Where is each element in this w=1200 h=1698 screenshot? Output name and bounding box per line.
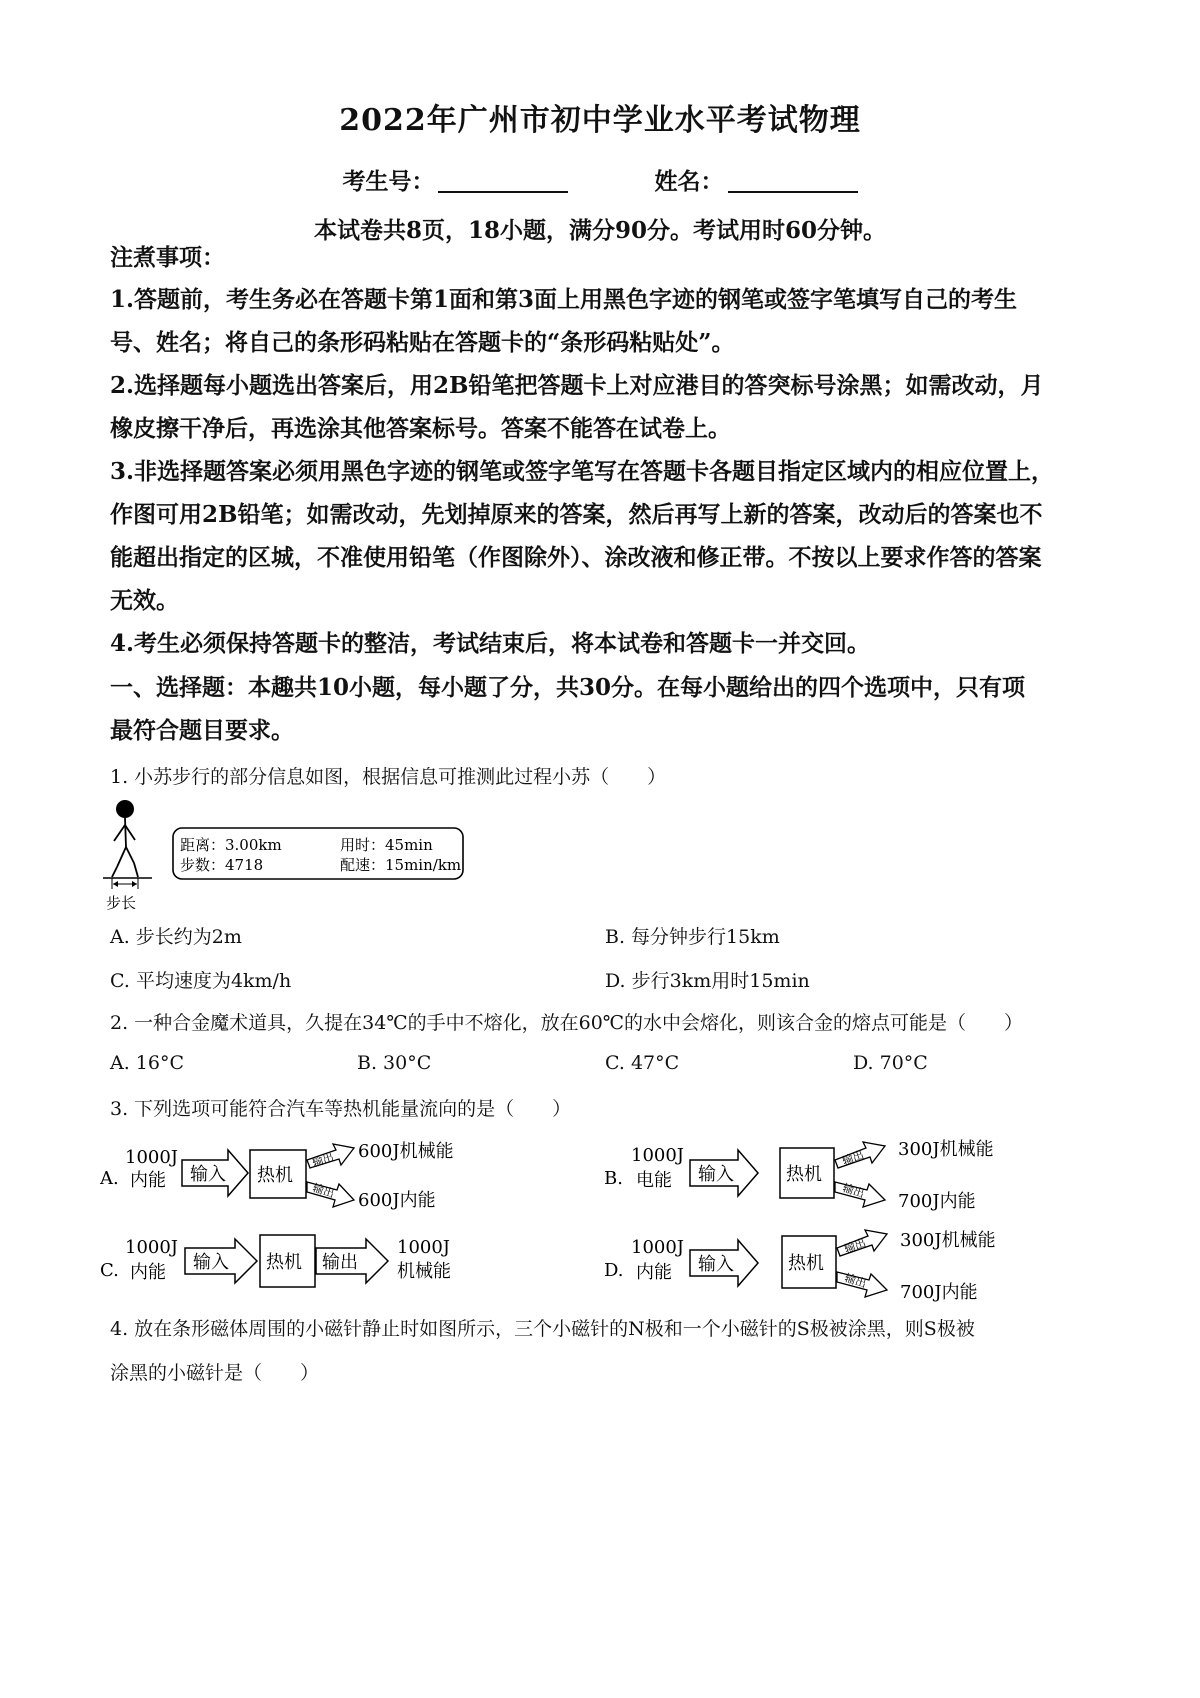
q3-d-source-amount: 1000J bbox=[631, 1237, 685, 1258]
step-length-label: 步长 bbox=[106, 894, 137, 912]
notice-line: 2.选择题每小题选出答案后，用2B铅笔把答题卡上对应港目的答突标号涂黑；如需改动，月 bbox=[110, 372, 1044, 399]
q3-b-output-1: 300J机械能 bbox=[898, 1139, 994, 1160]
q3-a-output-1: 600J机械能 bbox=[358, 1141, 454, 1162]
notice-heading: 注煮事项： bbox=[110, 244, 225, 271]
notice-line: 无效。 bbox=[110, 587, 179, 614]
candidate-number-blank bbox=[438, 167, 568, 193]
time-text: 用时：45min bbox=[340, 836, 433, 854]
output-label: 输出 bbox=[310, 1181, 336, 1201]
q3-diagram-b bbox=[600, 1120, 1030, 1220]
q3-a-output-2: 600J内能 bbox=[358, 1190, 436, 1211]
walker-body-icon bbox=[112, 818, 138, 877]
q1-option-d: D. 步行3km用时15min bbox=[605, 970, 810, 992]
output-label: 输出 bbox=[840, 1181, 866, 1201]
engine-label: 热机 bbox=[786, 1164, 822, 1185]
distance-text: 距离：3.00km bbox=[180, 836, 282, 854]
input-label: 输入 bbox=[698, 1164, 734, 1185]
output-label: 输出 bbox=[840, 1148, 866, 1168]
q1-option-a: A. 步长约为2m bbox=[110, 926, 242, 948]
q1-option-b: B. 每分钟步行15km bbox=[605, 926, 780, 948]
page-title: 2022年广州市初中学业水平考试物理 bbox=[339, 103, 861, 138]
input-label: 输入 bbox=[193, 1252, 229, 1273]
q3-b-source-type: 电能 bbox=[636, 1170, 672, 1191]
q3-diagram-a bbox=[100, 1120, 530, 1220]
q3-a-source-amount: 1000J bbox=[125, 1147, 179, 1168]
notice-line: 橡皮擦干净后，再选涂其他答案标号。答案不能答在试卷上。 bbox=[110, 415, 731, 442]
q2-option-c: C. 47°C bbox=[605, 1052, 680, 1074]
output-label: 输出 bbox=[842, 1236, 868, 1256]
q3-c-output-1: 1000J bbox=[397, 1237, 451, 1258]
section-heading: 最符合题目要求。 bbox=[110, 717, 294, 744]
q3-a-source-type: 内能 bbox=[130, 1170, 166, 1191]
engine-label: 热机 bbox=[266, 1252, 302, 1273]
exam-intro: 本试卷共8页，18小题，满分90分。考试用时60分钟。 bbox=[313, 217, 887, 244]
section-heading: 一、选择题：本趣共10小题，每小题了分，共30分。在每小题给出的四个选项中，只有项 bbox=[110, 674, 1026, 701]
q3-d-output-1: 300J机械能 bbox=[900, 1230, 996, 1251]
q3-d-output-2: 700J内能 bbox=[900, 1282, 978, 1303]
question-2-stem: 2. 一种合金魔术道具，久提在34℃的手中不熔化，放在60℃的水中会熔化，则该合金的熔点可能是（ ） bbox=[110, 1012, 1024, 1034]
question-4-stem-continued: 涂黑的小磁针是（ ） bbox=[110, 1362, 320, 1384]
notice-line: 号、姓名；将自己的条形码粘贴在答题卡的“条形码粘贴处”。 bbox=[110, 329, 735, 356]
question-1-stem: 1. 小苏步行的部分信息如图，根据信息可推测此过程小苏（ ） bbox=[110, 766, 667, 788]
q3-diagram-c bbox=[100, 1215, 530, 1305]
q3-d-letter: D. bbox=[604, 1260, 624, 1281]
candidate-number-label: 考生号： bbox=[342, 168, 435, 195]
q3-a-letter: A. bbox=[100, 1168, 119, 1189]
notice-line: 4.考生必须保持答题卡的整洁，考试结束后，将本试卷和答题卡一并交回。 bbox=[110, 630, 871, 657]
candidate-name-blank bbox=[728, 167, 858, 193]
notice-line: 能超出指定的区城，不准使用铅笔（作图除外）、涂改液和修正带。不按以上要求作答的答案 bbox=[110, 544, 1042, 571]
notice-line: 3.非选择题答案必须用黑色字迹的钢笔或签字笔写在答题卡各题目指定区域内的相应位置上， bbox=[110, 458, 1055, 485]
question-3-stem: 3. 下列选项可能符合汽车等热机能量流向的是（ ） bbox=[110, 1098, 572, 1120]
q3-b-source-amount: 1000J bbox=[631, 1145, 685, 1166]
steps-text: 步数：4718 bbox=[180, 856, 264, 874]
q2-option-a: A. 16°C bbox=[110, 1052, 185, 1074]
output-label: 输出 bbox=[842, 1271, 868, 1291]
pace-text: 配速：15min/km bbox=[340, 856, 462, 874]
notice-line: 1.答题前，考生务必在答题卡第1面和第3面上用黑色字迹的钢笔或签字笔填写自己的考生 bbox=[110, 286, 1018, 313]
question-4-stem: 4. 放在条形磁体周围的小磁针静止时如图所示，三个小磁针的N极和一个小磁针的S极被涂黑，则S极被 bbox=[110, 1318, 975, 1340]
input-label: 输入 bbox=[190, 1164, 226, 1185]
engine-label: 热机 bbox=[788, 1253, 824, 1274]
candidate-name-label: 姓名： bbox=[654, 168, 724, 195]
q3-b-output-2: 700J内能 bbox=[898, 1191, 976, 1212]
engine-label: 热机 bbox=[257, 1165, 293, 1186]
q2-option-b: B. 30°C bbox=[357, 1052, 432, 1074]
q3-c-source-amount: 1000J bbox=[125, 1237, 179, 1258]
q3-c-letter: C. bbox=[100, 1260, 119, 1281]
q1-option-c: C. 平均速度为4km/h bbox=[110, 970, 292, 992]
output-label: 输出 bbox=[322, 1252, 358, 1273]
walking-figure bbox=[100, 795, 520, 925]
q2-option-d: D. 70°C bbox=[853, 1052, 928, 1074]
q3-d-source-type: 内能 bbox=[636, 1262, 672, 1283]
output-label: 输出 bbox=[310, 1150, 336, 1170]
notice-line: 作图可用2B铅笔；如需改动，先划掉原来的答案，然后再写上新的答案，改动后的答案也不 bbox=[110, 501, 1043, 528]
q3-diagram-d bbox=[600, 1210, 1030, 1310]
exam-info bbox=[0, 163, 1200, 196]
q3-c-source-type: 内能 bbox=[130, 1262, 166, 1283]
q3-b-letter: B. bbox=[604, 1168, 623, 1189]
input-label: 输入 bbox=[698, 1254, 734, 1275]
walker-head-icon bbox=[116, 800, 134, 818]
q3-c-output-2: 机械能 bbox=[397, 1261, 451, 1282]
